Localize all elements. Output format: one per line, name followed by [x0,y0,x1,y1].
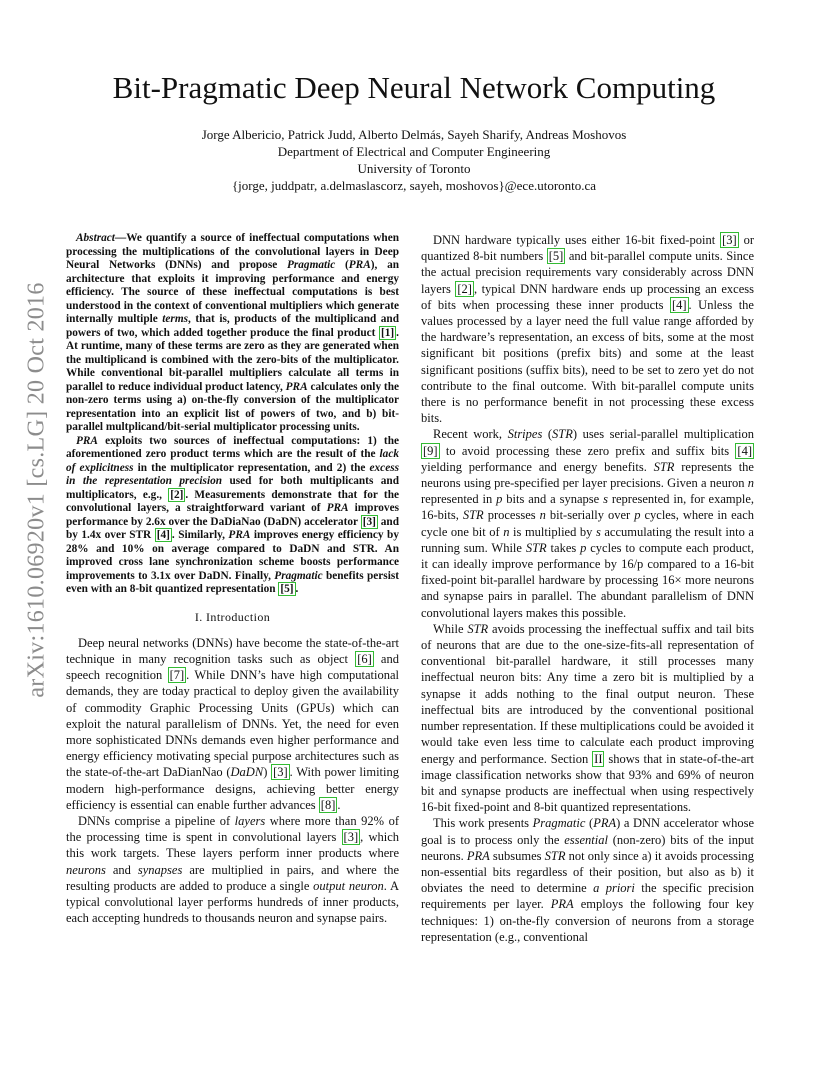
text: STR [467,621,489,636]
text: lack of explicitness [66,448,399,474]
author-names: Jorge Albericio, Patrick Judd, Alberto Delmás, Sayeh Sharify, Andreas Moshovos [201,127,627,142]
section-heading-introduction: I. Introduction [194,609,271,624]
text: neurons [66,862,106,877]
text: This work presents [433,816,533,831]
text: subsumes [489,848,545,863]
math-symbol: p [580,540,587,555]
text: cycles, where in each cycle one bit of [421,508,754,539]
citation-link[interactable]: [8] [320,797,336,812]
text: PRA [76,434,98,447]
citation-link[interactable]: [3] [343,830,359,845]
citation-link[interactable]: [5] [280,583,294,595]
text: bit-serially over [545,508,635,523]
text: are multiplied in pairs, and where the resulting products are added to produce a single [66,862,399,893]
citation-link[interactable]: [2] [457,281,472,296]
right-column [421,232,754,945]
text: . Measurements demonstrate that for the convolutional layers, a straightforward variant of [66,488,399,514]
text: PRA [285,380,308,393]
math-symbol: n [503,524,510,539]
text: . With power limiting modern high-performance designs, achieving better energy efficiency is essential can enable further advances [66,765,399,812]
text: ( [335,259,349,271]
text: calculates only the non-zero terms using a) on-the-fly conversion of the multiplicator representation into an explicit list of powers of two, and b) bit-parallel multplicand/bit-serial multiplicator processing units. [66,380,399,433]
text: STR [462,508,484,523]
text: output neuron [313,878,384,893]
math-symbol: p [496,492,503,507]
text: . A typical convolutional layer performs hundreds of inner products, each accepting hundreds to thousands neuron and synapse pairs. [66,878,399,926]
text: terms [162,313,189,325]
text: essential [564,832,608,847]
abstract-label: Abstract [76,232,115,244]
text: represents the neurons using pre-specified per layer precisions. Given a neuron [421,459,754,491]
text: —We quantify a source of ineffectual computations when processing the multiplications of the convolutional layers in Deep Neural Networks (DNNs) and propose [66,232,399,271]
text: cycles to compute each product, it can ideally improve performance by [421,540,754,572]
citation-link[interactable]: [3] [273,765,288,780]
math-symbol: s [603,492,608,507]
citation-link[interactable]: [1] [380,326,395,339]
text: in the multiplicator representation, and 2) the [133,461,370,474]
text: improves energy efficiency by 28% and 10% on average compared to DaDN and STR. An improved cross lane synchronization scheme boosts performance improvements to 3.1x over DaDN. Finally, [66,529,399,582]
text: ( [542,427,553,442]
math-symbol: s [595,524,601,539]
text: accumulating the result into a running sum. While [421,524,754,555]
text: DNN hardware typically uses either 16-bit fixed-point [433,233,721,247]
text: takes [546,540,581,555]
abstract-paragraph-1 [66,232,399,435]
text: Pragmatic [532,816,586,831]
text: a priori [593,881,635,896]
citation-link[interactable]: [5] [548,249,564,264]
text: represented in [421,492,497,507]
text: and bit-parallel compute units. Since the actual precision requirements vary considerably across DNN layers [421,249,754,296]
text: , which this work targets. These layers perform inner products where [66,830,399,861]
text: improves performance by 2.6x over the DaDiaNao (DaDN) accelerator [66,502,399,528]
text: STR [525,540,547,555]
text: PRA [593,816,617,831]
text: STR [544,848,566,863]
left-column [66,232,399,926]
text: , that is, products of the multiplicand and powers of two, which added together produce the final product [66,313,399,339]
text: . Unless the values processed by a layer need the full value range afforded by the hardware’s representation, an excess of bits, some at the most significant bit positions (prefix bits) and some at the least significant positions (suffix bits), need to be set to zero yet do not contribute to the final outcome. With bit-parallel compute units there is no performance benefit in not processing these excess bits. [421,297,754,426]
text: bits and a synapse [502,492,604,507]
text: ) a DNN accelerator whose goal is to process only the [421,816,755,847]
citation-link[interactable]: [2] [170,488,184,501]
text: PRA [550,897,574,912]
citation-link[interactable]: [4] [156,529,170,541]
arxiv-sidebar [14,282,60,698]
citation-link[interactable]: [9] [423,443,438,458]
math-symbol: n [747,476,754,491]
text: PRA [466,848,490,863]
text: not only since a) it avoids processing non-essential bits regardless of their position, but also as b) it obviates the need to determine [421,848,754,896]
text: DaDN [230,765,264,780]
text: Recent work, [433,427,508,442]
text: STR [653,459,675,474]
text: layers [234,813,266,828]
text: is multiplied by [509,524,596,539]
abstract [66,232,399,597]
right-paragraph-1 [421,232,754,426]
text: and [105,862,138,877]
text: and by 1.4x over STR [66,515,399,541]
text: PRA [326,502,349,514]
right-paragraph-3 [421,621,754,815]
text: where more than 92% of the processing time is spent in convolutional layers [66,813,399,845]
text: PRA [228,529,251,541]
text: . [337,797,341,812]
text: Pragmatic [286,259,336,271]
text: . [295,583,299,595]
text: avoids processing the ineffectual suffix and tail bits of neurons that are due to the one-size-fits-all representation of conventional bit-parallel hardware, it still processes many ineffectual neuron bits: Any time a zero bit is multiplied by a synapse it adds nothing to the final output neuron. These ineffectual bits are introduced by the conventional positional number representation. If these multiplications could be avoided it would take even less time to calculate each product improving energy and performance. Section [421,621,754,766]
citation-link[interactable]: [6] [357,651,372,666]
arxiv-identifier: arXiv:1610.06920v1 [cs.LG] 20 Oct 2016 [23,282,50,698]
text: Deep neural networks (DNNs) have become the state-of-the-art technique in many recognition tasks such as object [66,635,399,666]
text: employs the following four key techniques: 1) on-the-fly conversion of neurons from a storage representation (e.g., conventional [421,897,754,944]
text: the specific precision requirements per layer. [421,881,754,912]
text: . At runtime, many of these terms are zero as they are generated when the multiplicand is combined with the zero-bits of the multiplicator. While conventional bit-parallel multipliers calculate all terms in parallel to reduce individual product latency, [66,326,399,393]
citation-link[interactable]: [3] [722,233,737,247]
abstract-paragraph-2 [66,435,399,597]
author-block [60,126,768,194]
intro-paragraph-1 [66,635,399,813]
text: Stripes [507,427,543,442]
text: (non-zero) bits of the input neurons. [421,832,754,863]
text: more neurons and synapse pairs in parallel. The abundant parallelism of DNN convolutional layers makes this possible. [421,573,754,620]
math-expression: 16× [661,573,682,588]
text: PRA [348,259,371,271]
text: , typical DNN hardware ends up processing an excess of bits when processing these inner products [421,281,754,312]
text: ) [263,765,272,780]
text: shows that in state-of-the-art image classification networks show that 93% and 69% of neuron bit and synapse products are ineffectual when using respectively 16-bit fixed-point and 8-bit quantized representations. [421,751,755,815]
text: . While DNN’s have high computational demands, they are today practical to deploy given the availability of commodity Graphic Processing Units (GPUs) which can exploit the natural parallelism of DNNs. Yet, the need for even more sophisticated DNNs demands even higher performance and energy efficiency motivating special purpose architectures such as the state-of-the-art DaDianNao ( [66,668,399,780]
text: exploits two sources of ineffectual computations: 1) the aforementioned zero product terms which are the result of the [66,434,399,460]
author-emails: {jorge, juddpatr, a.delmaslascorz, sayeh, moshovos}@ece.utoronto.ca [231,178,597,193]
text: and speech recognition [66,651,399,683]
text: compared to a 16-bit fixed-point bit-parallel hardware by processing [421,557,754,588]
text: synapses [137,862,183,877]
text: Pragmatic [274,569,323,582]
text: or quantized 8-bit numbers [421,233,754,264]
text: . Similarly, [171,529,229,541]
right-paragraph-2 [421,426,754,620]
text: processes [483,508,540,523]
text: represented in, for example, 16-bits, [421,492,755,523]
text: DNNs comprise a pipeline of [78,813,235,828]
citation-link[interactable]: [7] [169,668,185,683]
text: ( [585,816,594,831]
text: used for both multiplicants and multiplicators, e.g., [66,475,399,501]
math-expression: 16/p [621,557,644,572]
intro-paragraph-2 [66,813,399,926]
text: benefits persist even with an 8-bit quantized representation [66,569,399,595]
university: University of Toronto [357,161,471,176]
text: yielding performance and energy benefits. [421,459,654,474]
paper-title: Bit-Pragmatic Deep Neural Network Computing [112,70,716,105]
math-symbol: p [634,508,641,523]
right-paragraph-4 [421,815,754,945]
citation-link[interactable]: [4] [671,297,687,312]
text: ) uses serial-parallel multiplication [572,427,754,442]
text: STR [552,427,573,442]
text: excess in the representation precision [66,461,399,487]
citation-link[interactable]: [4] [737,443,752,458]
text: ), an architecture that exploits it improving performance and energy efficiency. The source of these ineffectual computations is best understood in the context of conventional multipliers which generate internally multiple [66,259,399,325]
text: to avoid processing these zero prefix and suffix bits [439,443,736,458]
citation-link[interactable]: [3] [362,515,376,528]
math-symbol: n [539,508,546,523]
section-link[interactable]: II [594,751,603,766]
text: While [433,621,468,636]
department: Department of Electrical and Computer Engineering [277,144,551,159]
